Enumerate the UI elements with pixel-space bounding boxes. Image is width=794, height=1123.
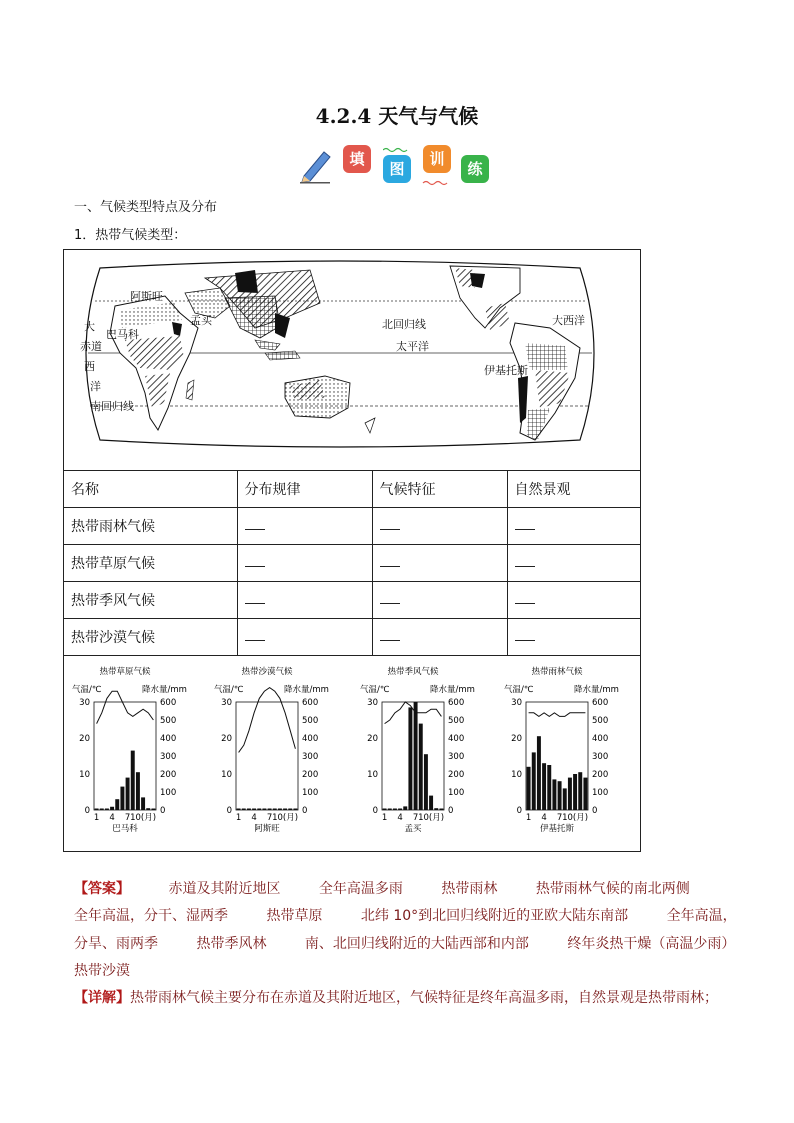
precip-bar <box>262 809 266 811</box>
plot-frame <box>236 702 298 810</box>
y-left-tick: 0 <box>84 806 90 816</box>
x-tick: 4 <box>541 813 547 823</box>
map-label-atlantic-1: 大 <box>84 320 95 333</box>
y-right-tick: 300 <box>302 752 319 762</box>
table-header: 名称 <box>64 471 237 508</box>
detail-tag: 【详解】 <box>74 990 130 1006</box>
x-tick: 7 <box>124 813 131 823</box>
badge-practice: 练 <box>461 155 489 183</box>
precip-bar <box>95 809 99 811</box>
y-left-tick: 10 <box>511 770 522 780</box>
answer-blank[interactable] <box>245 593 265 604</box>
chart-title: 热带草原气候 <box>99 667 151 677</box>
y-left-tick: 30 <box>79 698 90 708</box>
plot-frame <box>94 702 156 810</box>
precip-bar <box>419 724 423 810</box>
precip-bar <box>527 767 531 810</box>
y-right-tick: 300 <box>592 752 609 762</box>
precip-bar <box>547 765 551 810</box>
y-left-tick: 20 <box>511 734 522 744</box>
map-label-iquitos: 伊基托斯 <box>484 364 528 377</box>
section-heading: 一、气候类型特点及分布 <box>74 200 218 215</box>
y-right-tick: 100 <box>302 788 319 798</box>
world-climate-map <box>80 258 600 448</box>
row-label: 热带雨林气候 <box>64 508 237 545</box>
y-right-tick: 600 <box>592 698 609 708</box>
answer-item: 全年高温，分干、湿两季 <box>74 908 228 924</box>
precip-bar <box>552 779 556 810</box>
precip-bar <box>568 778 572 810</box>
y-right-tick: 200 <box>592 770 609 780</box>
answer-item: 赤道及其附近地区 <box>168 881 281 897</box>
y-axis-right-label: 降水量/mm <box>284 685 329 695</box>
map-label-atlantic-ocean: 大西洋 <box>552 314 585 327</box>
row-label: 热带沙漠气候 <box>64 619 237 656</box>
pencil-icon <box>298 146 334 184</box>
x-tick: 10(月) <box>418 813 445 823</box>
answer-item: 北纬 10°到北回归线附近的亚欧大陆东南部 <box>360 908 629 924</box>
y-right-tick: 400 <box>448 734 465 744</box>
precip-bar <box>115 799 119 810</box>
climate-charts <box>64 662 640 848</box>
y-right-tick: 500 <box>302 716 319 726</box>
answer-blank[interactable] <box>245 630 265 641</box>
map-label-tropic-cancer: 北回归线 <box>382 318 426 331</box>
wave-decoration <box>383 145 493 187</box>
precip-bar <box>573 774 577 810</box>
station-name: 孟买 <box>404 824 422 834</box>
answer-blank[interactable] <box>515 630 535 641</box>
y-right-tick: 200 <box>448 770 465 780</box>
precip-bar <box>247 809 251 811</box>
precip-bar <box>403 806 407 810</box>
y-right-tick: 500 <box>592 716 609 726</box>
y-axis-right-label: 降水量/mm <box>430 685 475 695</box>
answer-tag: 【答案】 <box>74 881 130 897</box>
precip-bar <box>563 788 567 810</box>
x-tick: 7 <box>412 813 419 823</box>
map-label-bamako: 巴马科 <box>106 328 139 341</box>
y-right-tick: 0 <box>160 806 166 816</box>
precip-bar <box>283 809 287 811</box>
answer-line-2 <box>74 905 737 925</box>
precip-bar <box>257 809 261 811</box>
temperature-line <box>239 688 296 753</box>
answer-blank[interactable] <box>245 519 265 530</box>
y-axis-right-label: 降水量/mm <box>142 685 187 695</box>
precip-bar <box>136 772 140 810</box>
y-left-tick: 0 <box>516 806 522 816</box>
precip-bar <box>131 751 135 810</box>
station-name: 伊基托斯 <box>539 824 575 834</box>
precip-bar <box>393 809 397 811</box>
row-label: 热带季风气候 <box>64 582 237 619</box>
x-tick: 4 <box>109 813 115 823</box>
sub-heading: 1．热带气候类型： <box>74 228 187 243</box>
y-right-tick: 200 <box>160 770 177 780</box>
y-right-tick: 100 <box>592 788 609 798</box>
precip-bar <box>424 754 428 810</box>
station-name: 巴马科 <box>112 824 138 834</box>
row-label: 热带草原气候 <box>64 545 237 582</box>
answer-blank[interactable] <box>380 630 400 641</box>
table-row <box>64 508 640 545</box>
precip-bar <box>398 809 402 811</box>
chart-title: 热带雨林气候 <box>531 667 583 677</box>
station-name: 阿斯旺 <box>254 824 280 834</box>
answer-blank[interactable] <box>515 556 535 567</box>
chart-title: 热带季风气候 <box>387 667 439 677</box>
y-right-tick: 600 <box>160 698 177 708</box>
y-right-tick: 400 <box>302 734 319 744</box>
precip-bar <box>120 787 124 810</box>
y-axis-left-label: 气温/℃ <box>214 685 244 695</box>
y-left-tick: 20 <box>367 734 378 744</box>
precip-bar <box>288 809 292 811</box>
y-left-tick: 10 <box>79 770 90 780</box>
answer-blank[interactable] <box>245 556 265 567</box>
temperature-line <box>97 691 154 723</box>
map-label-atlantic-3: 洋 <box>90 380 101 393</box>
precip-bar <box>126 778 130 810</box>
answer-item: 全年高温， <box>666 908 737 924</box>
precip-bar <box>273 809 277 811</box>
answer-item: 全年高温多雨 <box>318 881 403 897</box>
precip-bar <box>537 736 541 810</box>
x-tick: 1 <box>525 813 532 823</box>
precip-bar <box>532 752 536 810</box>
precip-bar <box>414 702 418 810</box>
answer-blank[interactable] <box>515 593 535 604</box>
y-right-tick: 500 <box>160 716 177 726</box>
figure-box <box>63 249 641 852</box>
climate-table <box>64 470 640 656</box>
x-tick: 7 <box>266 813 273 823</box>
y-right-tick: 200 <box>302 770 319 780</box>
y-right-tick: 500 <box>448 716 465 726</box>
precip-bar <box>388 809 392 811</box>
y-right-tick: 400 <box>160 734 177 744</box>
y-left-tick: 0 <box>372 806 378 816</box>
y-left-tick: 30 <box>511 698 522 708</box>
y-left-tick: 30 <box>367 698 378 708</box>
table-header: 自然景观 <box>507 471 640 508</box>
y-right-tick: 0 <box>592 806 598 816</box>
precip-bar <box>100 809 104 811</box>
precip-bar <box>434 808 438 810</box>
y-left-tick: 20 <box>221 734 232 744</box>
answer-item: 热带沙漠 <box>74 963 130 979</box>
x-tick: 4 <box>251 813 257 823</box>
temperature-line <box>385 702 442 724</box>
answer-blank[interactable] <box>380 593 400 604</box>
detail-text: 热带雨林气候主要分布在赤道及其附近地区，气候特征是终年高温多雨，自然景观是热带雨林； <box>130 990 718 1006</box>
precip-bar <box>146 808 150 810</box>
x-tick: 10(月) <box>562 813 589 823</box>
precip-bar <box>268 809 272 811</box>
map-label-tropic-capricorn: 南回归线 <box>90 400 134 413</box>
y-right-tick: 0 <box>302 806 308 816</box>
precip-bar <box>583 778 587 810</box>
y-left-tick: 30 <box>221 698 232 708</box>
y-axis-left-label: 气温/℃ <box>360 685 390 695</box>
x-tick: 7 <box>556 813 563 823</box>
y-right-tick: 300 <box>160 752 177 762</box>
y-right-tick: 400 <box>592 734 609 744</box>
y-left-tick: 20 <box>79 734 90 744</box>
answer-item: 分旱、雨两季 <box>74 936 158 952</box>
answer-item: 终年炎热干燥（高温少雨） <box>567 936 736 952</box>
x-tick: 1 <box>381 813 388 823</box>
table-row <box>64 545 640 582</box>
y-axis-left-label: 气温/℃ <box>72 685 102 695</box>
x-tick: 1 <box>93 813 100 823</box>
table-header: 分布规律 <box>237 471 372 508</box>
y-left-tick: 10 <box>367 770 378 780</box>
answer-blank[interactable] <box>380 556 400 567</box>
x-tick: 10(月) <box>272 813 299 823</box>
badge-map: 图 <box>383 155 411 183</box>
y-right-tick: 0 <box>448 806 454 816</box>
precip-bar <box>237 809 241 811</box>
precip-bar <box>558 781 562 810</box>
answer-line-3 <box>74 933 735 953</box>
badge-train: 训 <box>423 145 451 173</box>
x-tick: 4 <box>397 813 403 823</box>
y-right-tick: 100 <box>160 788 177 798</box>
map-label-equator: 赤道 <box>80 340 102 353</box>
precip-bar <box>542 763 546 810</box>
y-left-tick: 0 <box>226 806 232 816</box>
answer-item: 热带雨林 <box>441 881 498 897</box>
precip-bar <box>105 809 109 811</box>
temperature-line <box>529 713 586 717</box>
table-header: 气候特征 <box>372 471 507 508</box>
y-axis-left-label: 气温/℃ <box>504 685 534 695</box>
y-right-tick: 600 <box>302 698 319 708</box>
answer-line-1 <box>74 878 690 898</box>
chart-title: 热带沙漠气候 <box>241 667 293 677</box>
map-label-atlantic-2: 西 <box>84 360 95 373</box>
badge-fill: 填 <box>343 145 371 173</box>
y-right-tick: 300 <box>448 752 465 762</box>
x-tick: 1 <box>235 813 242 823</box>
precip-bar <box>429 796 433 810</box>
precip-bar <box>408 707 412 810</box>
table-row <box>64 582 640 619</box>
detail-line <box>74 987 718 1007</box>
table-row <box>64 619 640 656</box>
y-left-tick: 10 <box>221 770 232 780</box>
precip-bar <box>252 809 256 811</box>
precip-bar <box>383 809 387 811</box>
answer-blank[interactable] <box>515 519 535 530</box>
section-badges <box>298 143 498 188</box>
answer-line-4 <box>74 960 130 980</box>
answer-item: 热带草原 <box>266 908 323 924</box>
y-axis-right-label: 降水量/mm <box>574 685 619 695</box>
answer-item: 热带雨林气候的南北两侧 <box>535 881 690 897</box>
precip-bar <box>278 809 282 811</box>
y-right-tick: 100 <box>448 788 465 798</box>
precip-bar <box>293 809 297 811</box>
map-label-mumbai: 孟买 <box>190 314 212 327</box>
answer-item: 南、北回归线附近的大陆西部和内部 <box>304 936 529 952</box>
precip-bar <box>151 809 155 811</box>
map-label-pacific: 太平洋 <box>396 340 429 353</box>
precip-bar <box>242 809 246 811</box>
precip-bar <box>141 797 145 810</box>
table-header-row <box>64 471 640 508</box>
page-title: 4.2.4 天气与气候 <box>315 104 479 128</box>
precip-bar <box>439 809 443 811</box>
answer-item: 热带季风林 <box>196 936 267 952</box>
answer-blank[interactable] <box>380 519 400 530</box>
y-right-tick: 600 <box>448 698 465 708</box>
x-tick: 10(月) <box>130 813 157 823</box>
map-label-aswan: 阿斯旺 <box>130 290 163 303</box>
precip-bar <box>578 772 582 810</box>
precip-bar <box>110 807 114 810</box>
